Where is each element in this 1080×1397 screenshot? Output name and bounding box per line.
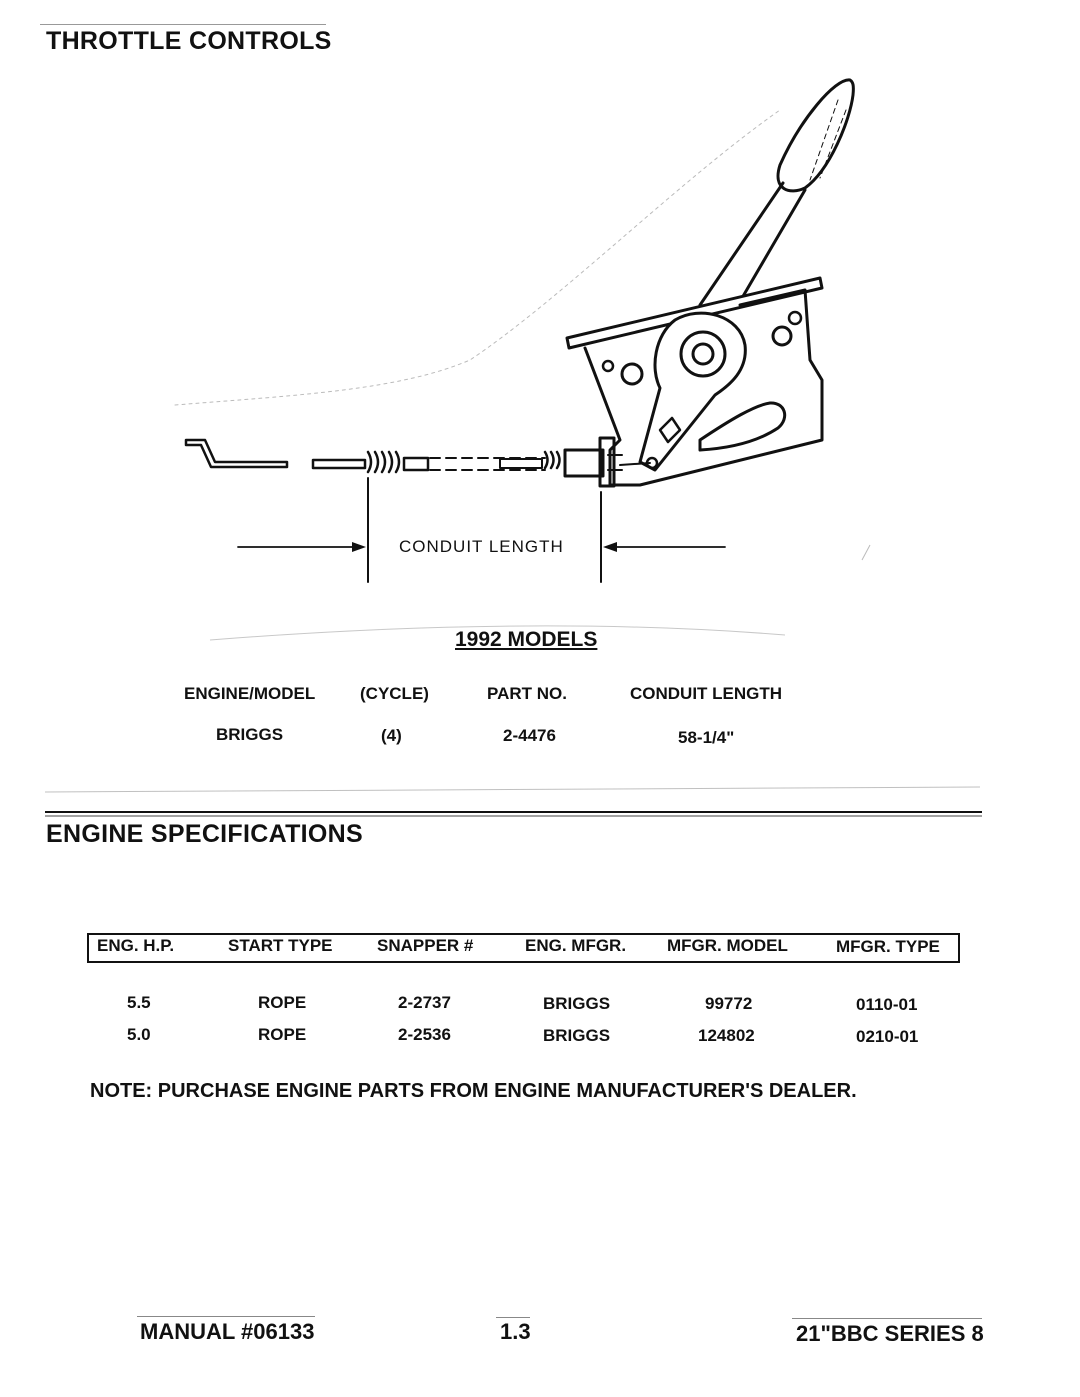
engine-header-start: START TYPE — [228, 936, 333, 955]
models-header-part: PART NO. — [487, 684, 567, 703]
models-cell-part: 2-4476 — [503, 726, 556, 745]
engine-row2-hp: 5.0 — [127, 1025, 151, 1044]
models-cell-cycle: (4) — [381, 726, 402, 745]
engine-header-model: MFGR. MODEL — [667, 936, 788, 955]
engine-row1-model: 99772 — [705, 994, 753, 1013]
models-cell-engine: BRIGGS — [216, 725, 284, 744]
footer-series: 21"BBC SERIES 8 — [796, 1321, 984, 1346]
engine-row1-type: 0110-01 — [856, 995, 918, 1014]
models-header-cycle: (CYCLE) — [360, 684, 429, 703]
engine-header-hp: ENG. H.P. — [97, 936, 175, 955]
section-separator — [0, 775, 1080, 825]
conduit-length-label: CONDUIT LENGTH — [399, 537, 564, 556]
engine-row1-start: ROPE — [258, 993, 307, 1012]
top-rule — [40, 24, 326, 25]
engine-header-mfgr: ENG. MFGR. — [525, 936, 627, 955]
models-heading: 1992 MODELS — [455, 628, 598, 651]
engine-row2-type: 0210-01 — [856, 1027, 919, 1046]
models-cell-conduit: 58-1/4" — [678, 728, 735, 747]
conduit-end — [313, 460, 365, 468]
engine-row2-start: ROPE — [258, 1025, 307, 1044]
throttle-knob — [778, 80, 853, 191]
footer-rule-right — [792, 1318, 982, 1319]
models-header-engine: ENGINE/MODEL — [184, 684, 316, 703]
models-header-conduit: CONDUIT LENGTH — [630, 684, 783, 703]
engine-row1-hp: 5.5 — [127, 993, 151, 1012]
z-bend-wire — [186, 440, 287, 467]
engine-header-snapper: SNAPPER # — [377, 936, 474, 955]
engine-header-box — [87, 933, 960, 963]
engine-row2-snapper: 2-2536 — [398, 1025, 451, 1044]
footer-manual: MANUAL #06133 — [140, 1319, 315, 1344]
footer-rule-left — [137, 1316, 315, 1317]
throttle-diagram — [0, 60, 1080, 600]
engine-row1-snapper: 2-2737 — [398, 993, 451, 1012]
engine-row2-mfgr: BRIGGS — [543, 1026, 611, 1045]
footer-page-number: 1.3 — [500, 1319, 531, 1344]
engine-title: ENGINE SPECIFICATIONS — [46, 820, 363, 848]
engine-note: NOTE: PURCHASE ENGINE PARTS FROM ENGINE MANUFACTURER'S DEALER. — [90, 1080, 857, 1102]
engine-row1-mfgr: BRIGGS — [543, 994, 611, 1013]
engine-header-type: MFGR. TYPE — [836, 937, 940, 956]
engine-row2-model: 124802 — [698, 1026, 755, 1045]
footer-rule-center — [496, 1317, 530, 1318]
throttle-title: THROTTLE CONTROLS — [46, 27, 332, 55]
